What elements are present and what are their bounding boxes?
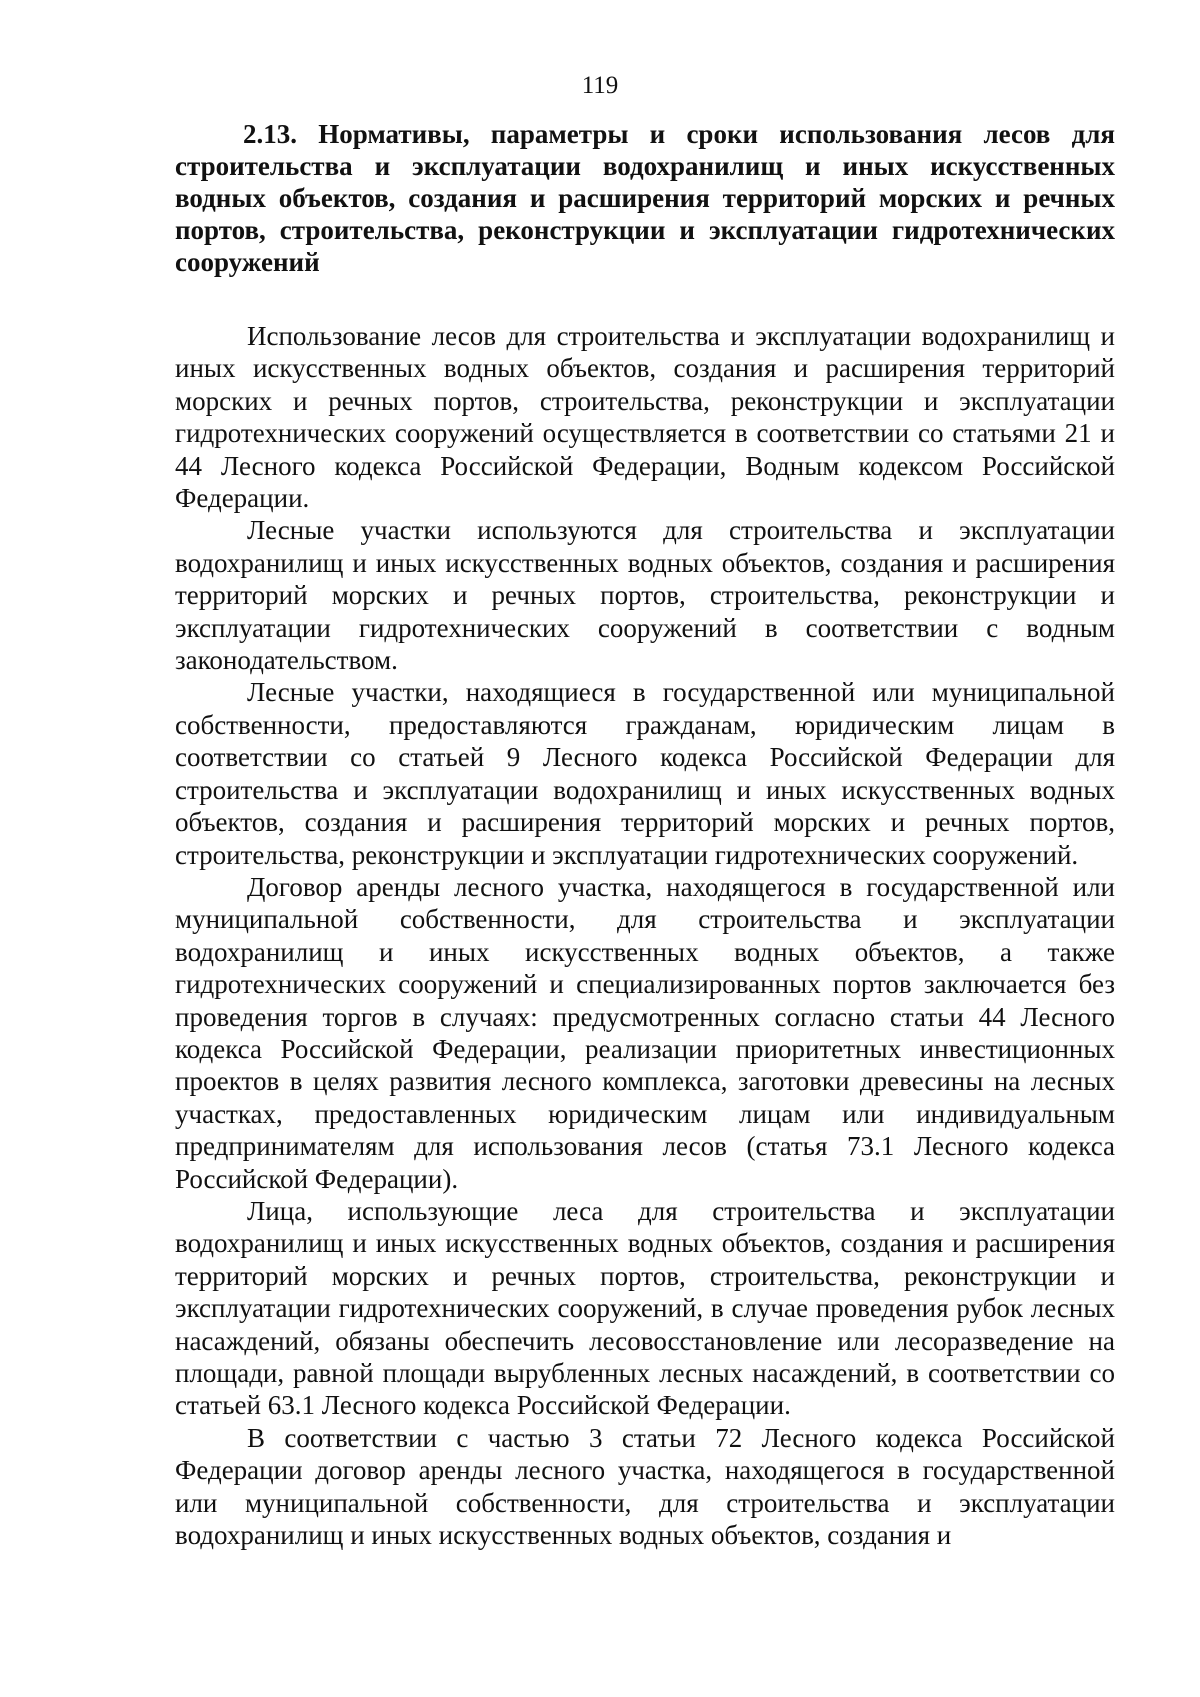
paragraph-forest-plots-provision: Лесные участки, находящиеся в государственной или муниципальной собственности, предоставляются гражданам, юридическим лицам в соответствии со статьей 9 Лесного кодекса Российской Федерации для строительства и эксплуатации водохранилищ и иных искусственных водных объектов, создания и расширения территорий морских и речных портов, строительства, реконструкции и эксплуатации гидротехнических сооружений. — [175, 677, 1115, 870]
page-number: 119 — [581, 72, 619, 99]
section-heading: 2.13. Нормативы, параметры и сроки использования лесов для строительства и эксплуатации водохранилищ и иных искусственных водных объектов, создания и расширения территорий морских и речных портов, строительства, реконструкции и эксплуатации гидротехнических сооружений — [175, 119, 1115, 277]
paragraph-article-72: В соответствии с частью 3 статьи 72 Лесного кодекса Российской Федерации договор аренды лесного участка, находящегося в государственной или муниципальной собственности, для строительства и эксплуатации водохранилищ и иных искусственных водных объектов, создания и — [175, 1422, 1115, 1551]
page-content — [175, 118, 1115, 1551]
paragraph-forest-plots-usage: Лесные участки используются для строительства и эксплуатации водохранилищ и иных искусственных водных объектов, создания и расширения территорий морских и речных портов, строительства, реконструкции и эксплуатации гидротехнических сооружений в соответствии с водным законодательством. — [175, 515, 1115, 676]
paragraph-lease-agreement: Договор аренды лесного участка, находящегося в государственной или муниципальной собственности, для строительства и эксплуатации водохранилищ и иных искусственных водных объектов, а также гидротехнических сооружений и специализированных портов заключается без проведения торгов в случаях: предусмотренных согласно статьи 44 Лесного кодекса Российской Федерации, реализации приоритетных инвестиционных проектов в целях развития лесного комплекса, заготовки древесины на лесных участках, предоставленных юридическим лицам или индивидуальным предпринимателям для использования лесов (статья 73.1 Лесного кодекса Российской Федерации). — [175, 871, 1115, 1194]
paragraph-usage-of-forests: Использование лесов для строительства и эксплуатации водохранилищ и иных искусственных водных объектов, создания и расширения территорий морских и речных портов, строительства, реконструкции и эксплуатации гидротехнических сооружений осуществляется в соответствии со статьями 21 и 44 Лесного кодекса Российской Федерации, Водным кодексом Российской Федерации. — [175, 321, 1115, 514]
body-text — [175, 320, 1115, 1551]
paragraph-reforestation-duty: Лица, использующие леса для строительства и эксплуатации водохранилищ и иных искусственных водных объектов, создания и расширения территорий морских и речных портов, строительства, реконструкции и эксплуатации гидротехнических сооружений, в случае проведения рубок лесных насаждений, обязаны обеспечить лесовосстановление или лесоразведение на площади, равной площади вырубленных лесных насаждений, в соответствии со статьей 63.1 Лесного кодекса Российской Федерации. — [175, 1195, 1115, 1421]
